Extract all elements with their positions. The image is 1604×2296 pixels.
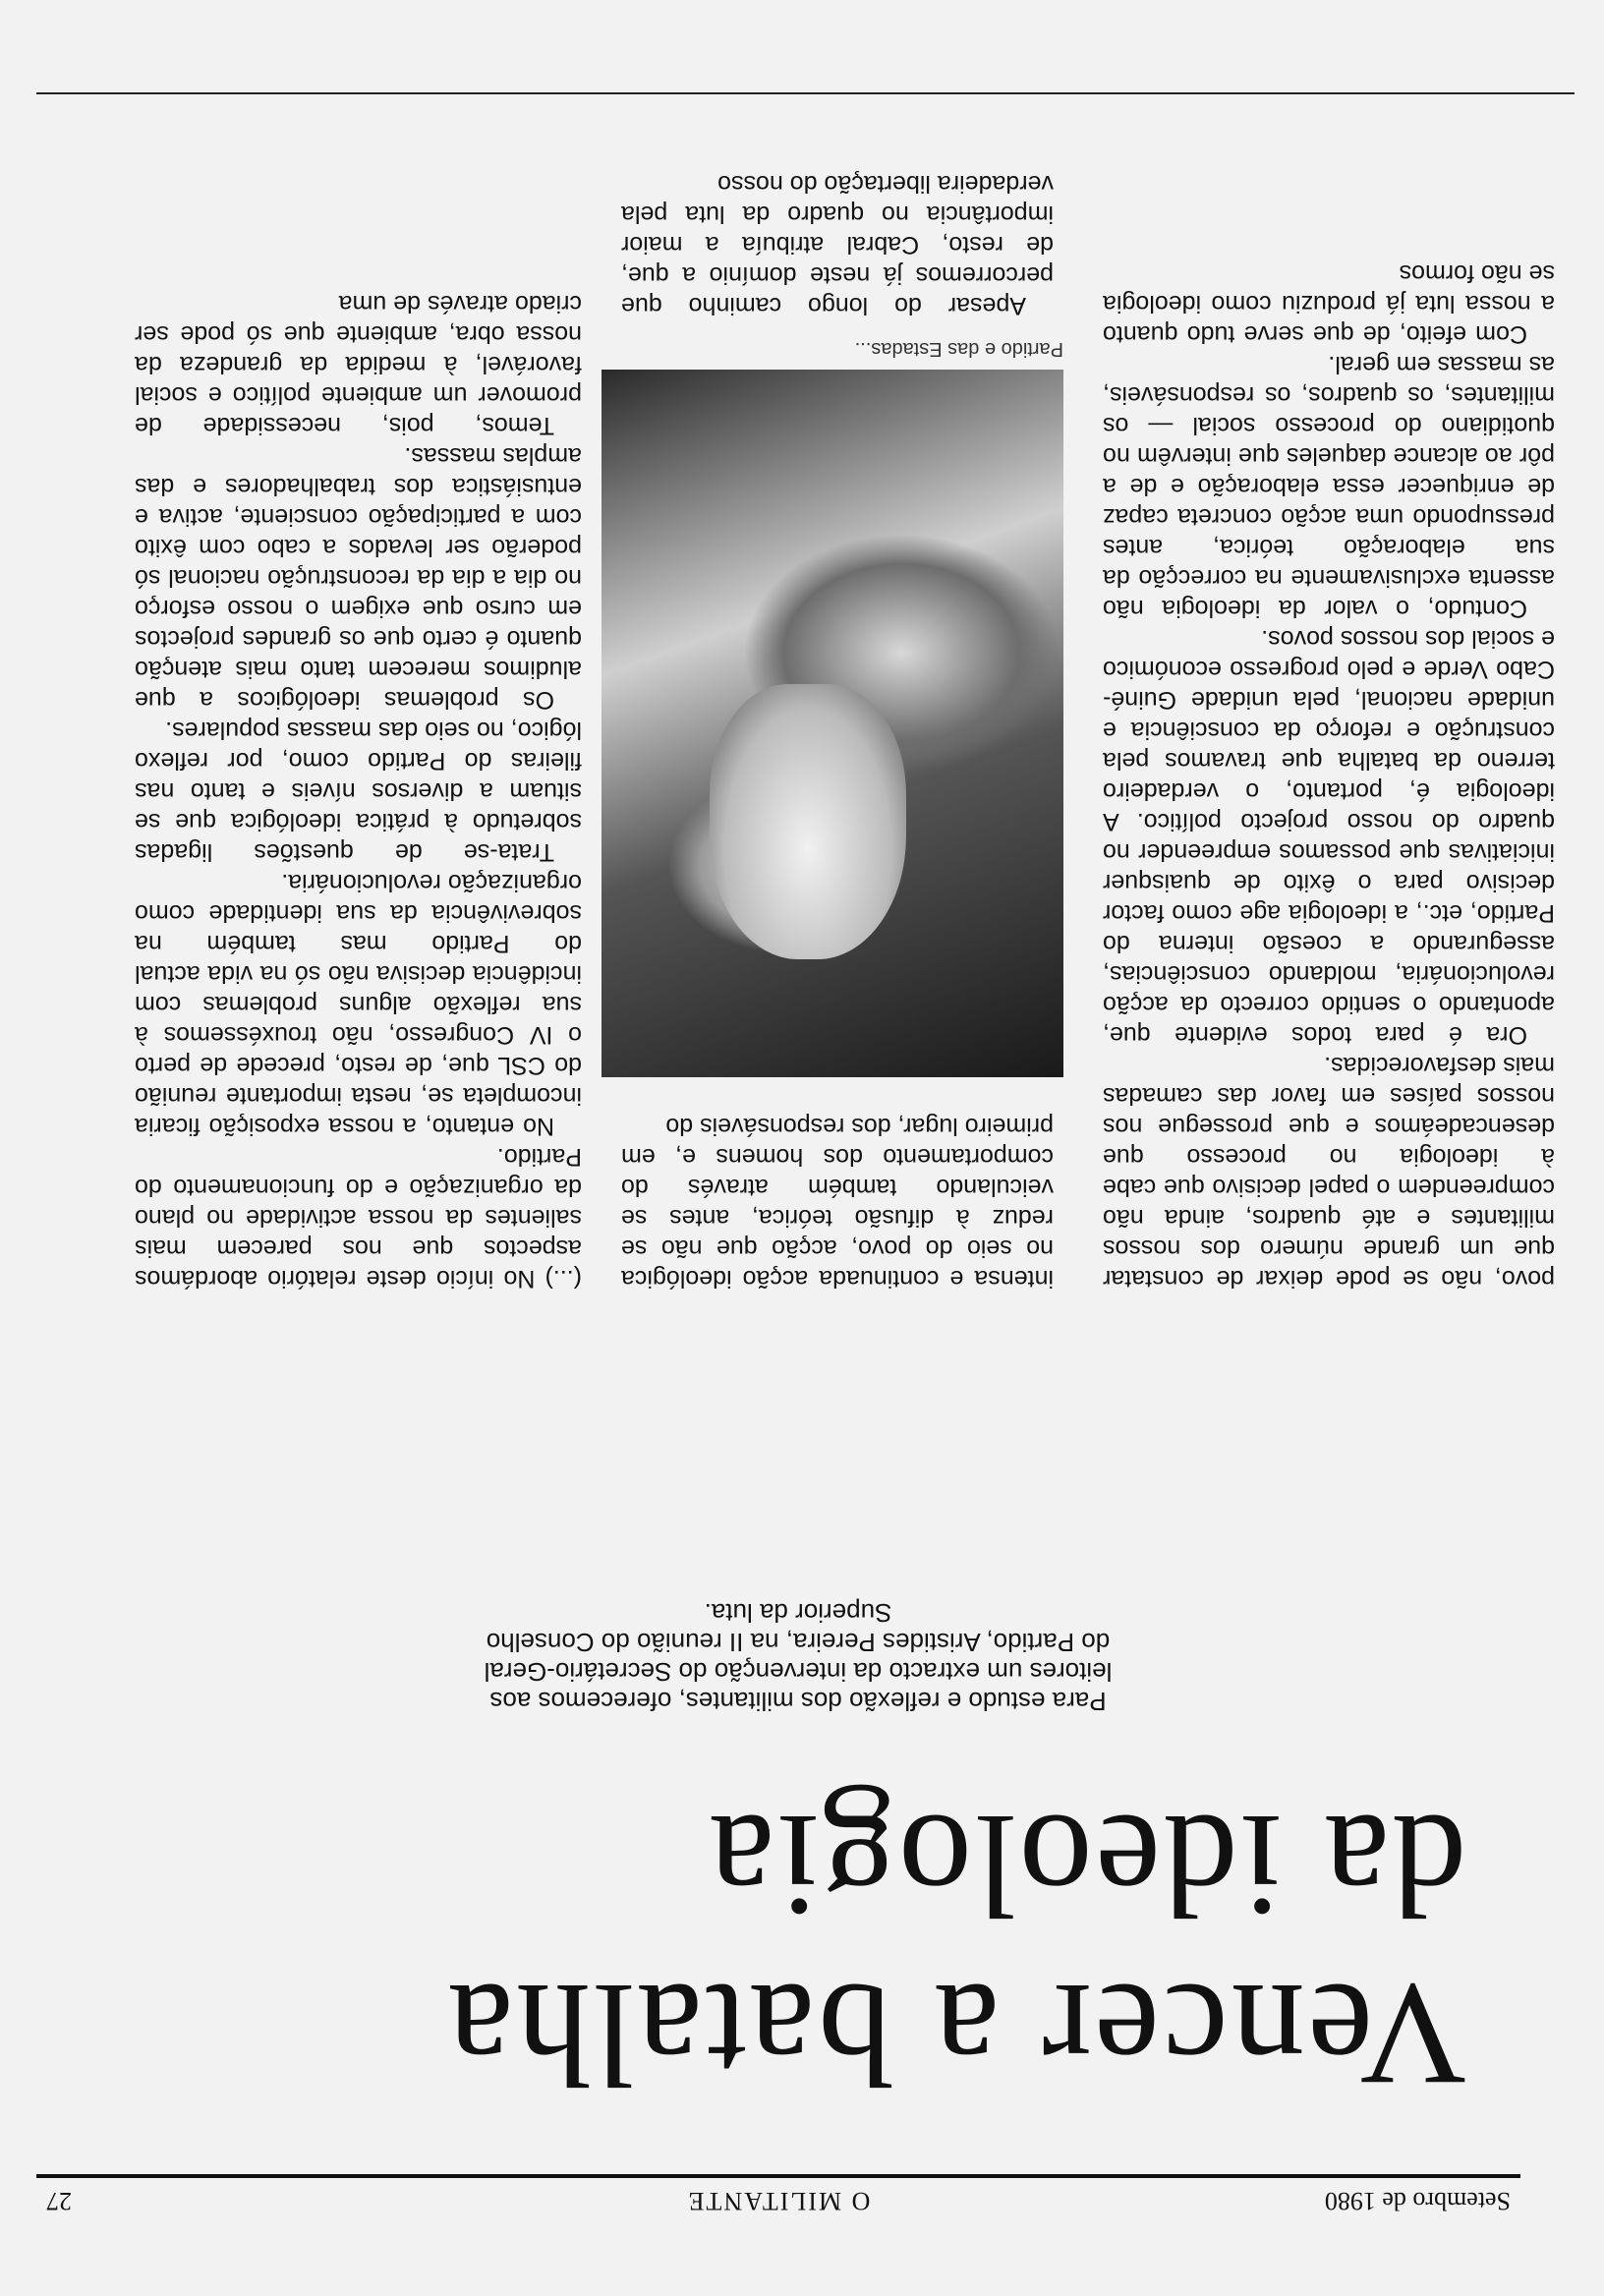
issue-date: Setembro de 1980 (1324, 2187, 1511, 2215)
publication-name: O MILITANTE (686, 2187, 871, 2215)
paragraph: Apesar do longo caminho que percorremos já neste domínio a que, de resto, Cabral atribuía a maior importância no quadro da luta pela verdadeira libertação do nosso (621, 170, 1054, 319)
paragraph: Trata-se de questões ligadas sobretudo à prática ideológica que se situam a diversos níveis e tanto nas fileiras do Partido como, por reflexo lógico, no seio das massas populares. (135, 717, 582, 866)
header-rule (36, 2174, 1520, 2178)
paragraph: Temos, pois, necessidade de promover um ambiente político e social favorável, à medida da grandeza da nossa obra, ambiente que só pode ser criado através de uma (135, 290, 582, 439)
paragraph: Com efeito, de que serve tudo quanto a nossa luta já produziu como ideologia se não formos (1103, 259, 1555, 348)
page-header (36, 2178, 1520, 2229)
title-line-2: da ideologia (706, 1784, 1466, 1947)
portrait-face (710, 684, 906, 959)
paragraph: Os problemas ideológicos a que aludimos merecem tanto mais atenção quanto é certo que os grandes projectos em curso que exigem o nosso esforço no dia a dia da reconstrução nacional só poderão ser levados a cabo com êxito com a participação consciente, activa e entusiástica dos trabalhadores e das amplas massas. (135, 442, 582, 714)
paragraph: Ora é para todos evidente que, apontando o sentido correcto da acção revolucionária, moldando consciências, assegurando a coesão interna do Partido, etc., a ideologia age como factor decisivo para o êxito de quaisquer iniciativas que possamos empreender no quadro do nosso projecto político. A ideologia é, portanto, o verdadeiro terreno da batalha que travamos pela construção e reforço da consciência e unidade nacional, pela unidade Guiné-Cabo Verde e pelo progresso económico e social dos nossos povos. (1103, 625, 1555, 1049)
title-line-1: Vencer a batalha (444, 1953, 1466, 2116)
footer-rule (36, 92, 1575, 94)
paragraph: intensa e continuada acção ideológica no seio do povo, acção que não se reduz à difusão teórica, antes se veiculando também através do comportamento dos homens e, em primeiro lugar, dos responsáveis do (621, 1113, 1054, 1292)
article-column-right (1103, 258, 1555, 1293)
paragraph: povo, não se pode deixar de constatar que um grande número dos nossos militantes e até quadros, ainda não compreendem o papel decisivo que cabe à ideologia no processo que desencadeámos e que prossegue nos nossos países em favor das camadas mais desfavorecidas. (1103, 1052, 1555, 1292)
page-number: 27 (46, 2187, 72, 2215)
paragraph: No entanto, a nossa exposição ficaria incompleta se, nesta importante reunião do CSL que, de resto, precede de perto o IV Congresso, não trouxéssemos à sua reflexão alguns problemas com incidência decisiva não só na vida actual do Partido mas também na sobrevivência da sua identidade como organização revolucionária. (135, 869, 582, 1140)
article-column-middle (621, 1111, 1054, 1293)
article-title (140, 1781, 1466, 2119)
photo-caption: Partido e das Estadas... (854, 338, 1063, 360)
paragraph: (...) No início deste relatório abordámos aspectos que nos parecem mais salientes da nossa actividade no plano da organização e do funcionamento do Partido. (135, 1143, 582, 1292)
paragraph: Contudo, o valor da ideologia não assenta exclusivamente na correcção da sua elaboração teórica, antes pressupondo uma acção concreta capaz de enriquecer essa elaboração e de a pôr ao alcance daqueles que intervêm no quotidiano do processo social — os militantes, os quadros, os responsáveis, as massas em geral. (1103, 351, 1555, 622)
article-column-left (135, 288, 582, 1293)
portrait-photo (602, 370, 1063, 1077)
article-column-middle-lower (621, 168, 1054, 320)
article-lead: Para estudo e reflexão dos militantes, oferecemos aos leitores um extracto da intervenção do Secretário-Geral do Partido, Aristides Pereira, na II reunião do Conselho Superior da luta. (484, 1598, 1113, 1716)
